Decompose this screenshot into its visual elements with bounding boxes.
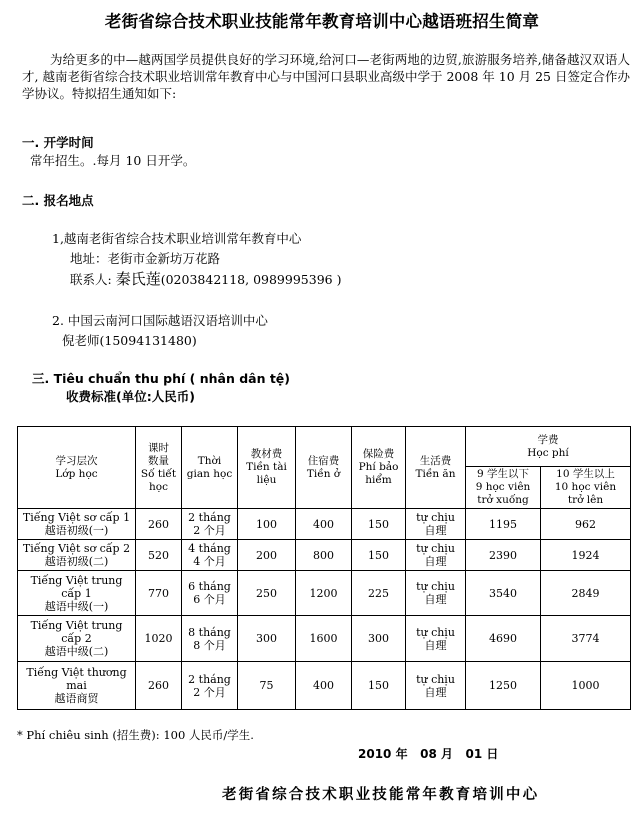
cell-tuition-small: 1195 [466, 509, 541, 540]
cell-hours: 260 [136, 662, 182, 710]
intro-paragraph: 为给更多的中—越两国学员提供良好的学习环境,给河口—老街两地的边贸,旅游服务培养,储备越汉双语人才, 越南老街省综合技术职业培训常年教育中心与中国河口县职业高级中学于 2008 年 10 月 25 日签定合作办学协议。特拟招生通知如下: [22, 52, 630, 101]
header-living: 生活费 Tiền ăn [406, 427, 466, 509]
cell-insurance: 225 [352, 571, 406, 616]
cell-level: Tiếng Việt thương mai 越语商贸 [18, 662, 136, 710]
cell-duration: 4 tháng 4 个月 [182, 540, 238, 571]
cell-living: tự chịu 自理 [406, 571, 466, 616]
cell-level: Tiếng Việt trung cấp 2 越语中级(二) [18, 616, 136, 662]
cell-tuition-large: 3774 [541, 616, 631, 662]
header-lodging: 住宿费 Tiền ở [296, 427, 352, 509]
cell-textbook: 250 [238, 571, 296, 616]
table-row [18, 662, 631, 710]
document-title: 老街省综合技术职业技能常年教育培训中心越语班招生简章 [104, 12, 540, 31]
header-tuition-small-class: 9 学生以下 9 học viên trở xuống [466, 467, 541, 509]
cell-insurance: 300 [352, 616, 406, 662]
cell-textbook: 75 [238, 662, 296, 710]
header-level: 学习层次 Lớp học [18, 427, 136, 509]
cell-tuition-small: 2390 [466, 540, 541, 571]
cell-hours: 260 [136, 509, 182, 540]
cell-living: tự chịu 自理 [406, 540, 466, 571]
cell-tuition-small: 1250 [466, 662, 541, 710]
cell-tuition-small: 3540 [466, 571, 541, 616]
fee-table [17, 426, 631, 710]
cell-tuition-large: 1000 [541, 662, 631, 710]
cell-insurance: 150 [352, 540, 406, 571]
location-1-address: 地址：老街市金新坊万花路 [70, 251, 221, 266]
section-3-heading: 三. Tiêu chuẩn thu phí ( nhân dân tệ) [32, 371, 290, 386]
cell-level: Tiếng Việt sơ cấp 2 越语初级(二) [18, 540, 136, 571]
cell-textbook: 300 [238, 616, 296, 662]
cell-hours: 1020 [136, 616, 182, 662]
section-1-heading: 一. 开学时间 [22, 135, 94, 150]
table-row [18, 540, 631, 571]
table-row [18, 616, 631, 662]
cell-insurance: 150 [352, 509, 406, 540]
document-date: 2010 年 08 月 01 日 [358, 747, 499, 761]
cell-duration: 2 tháng 2 个月 [182, 509, 238, 540]
contact-label: 联系人: [70, 272, 112, 287]
contact-phone: (0203842118, 0989995396 ) [160, 272, 342, 287]
cell-lodging: 400 [296, 509, 352, 540]
location-1-name: 1,越南老街省综合技术职业培训常年教育中心 [52, 231, 302, 246]
location-1-contact [70, 268, 341, 289]
cell-hours: 770 [136, 571, 182, 616]
cell-lodging: 400 [296, 662, 352, 710]
cell-duration: 2 tháng 2 个月 [182, 662, 238, 710]
cell-tuition-large: 1924 [541, 540, 631, 571]
header-textbook: 教材费 Tiền tài liệu [238, 427, 296, 509]
header-hours: 课时 数量 Số tiết học [136, 427, 182, 509]
cell-lodging: 800 [296, 540, 352, 571]
header-tuition-large-class: 10 学生以上 10 học viên trở lên [541, 467, 631, 509]
header-insurance: 保险费 Phí bảo hiểm [352, 427, 406, 509]
cell-duration: 6 tháng 6 个月 [182, 571, 238, 616]
section-2-heading: 二. 报名地点 [22, 193, 94, 208]
cell-level: Tiếng Việt sơ cấp 1 越语初级(一) [18, 509, 136, 540]
cell-insurance: 150 [352, 662, 406, 710]
table-row [18, 571, 631, 616]
cell-duration: 8 tháng 8 个月 [182, 616, 238, 662]
header-duration: Thời gian học [182, 427, 238, 509]
issuer-signature: 老街省综合技术职业技能常年教育培训中心 [222, 787, 540, 803]
section-1-text: 常年招生。.每月 10 日开学。 [30, 153, 196, 168]
cell-tuition-large: 2849 [541, 571, 631, 616]
cell-lodging: 1200 [296, 571, 352, 616]
location-2-name: 2. 中国云南河口国际越语汉语培训中心 [52, 313, 268, 328]
section-3-subheading: 收费标准(单位:人民币) [66, 389, 195, 404]
cell-tuition-small: 4690 [466, 616, 541, 662]
cell-lodging: 1600 [296, 616, 352, 662]
cell-hours: 520 [136, 540, 182, 571]
header-tuition: 学费 Học phí [466, 427, 631, 467]
cell-textbook: 200 [238, 540, 296, 571]
table-row [18, 509, 631, 540]
cell-textbook: 100 [238, 509, 296, 540]
location-2-contact: 倪老师(15094131480) [62, 333, 197, 348]
cell-tuition-large: 962 [541, 509, 631, 540]
cell-living: tự chịu 自理 [406, 509, 466, 540]
cell-level: Tiếng Việt trung cấp 1 越语中级(一) [18, 571, 136, 616]
contact-name: 秦氏莲 [115, 270, 161, 288]
enrollment-fee-note: * Phí chiêu sinh (招生费): 100 人民币/学生. [17, 728, 254, 742]
cell-living: tự chịu 自理 [406, 616, 466, 662]
cell-living: tự chịu 自理 [406, 662, 466, 710]
